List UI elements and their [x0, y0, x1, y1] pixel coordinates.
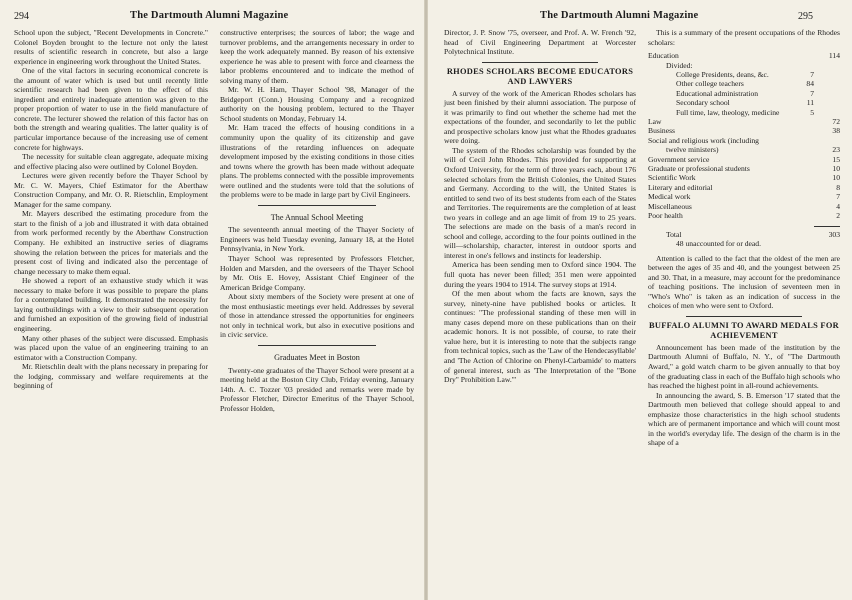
occupation-count: 15 [832, 154, 840, 164]
left-running-head: The Dartmouth Alumni Magazine [130, 10, 289, 21]
left-page-number: 294 [14, 11, 29, 22]
paragraph: About sixty members of the Society were present at one of the most enthusiastic meetings ever held. Addresses by several of those in attendance stressed the opportunities for engineers not only in technical work, but also in executive positions and in civic service. [220, 292, 414, 340]
paragraph: Mr. Mayers described the estimating procedure from the start to the finish of a job and illustrated it with data obtained from work performed recently by the Aberthaw Construction Company. He exhibited an instructive series of diagrams showing the relation between the prices for materials and the present cost of living and indicated also the percentage of change necessary to make them equal. [14, 209, 208, 276]
occupation-label: Full time, law, theology, medicine [676, 107, 780, 117]
occupation-count [814, 89, 840, 98]
section-divider [686, 316, 802, 317]
occupation-row [648, 98, 840, 107]
occupation-count: 7 [836, 192, 840, 202]
occupation-label: Poor health [648, 211, 683, 220]
left-page [0, 0, 424, 600]
occupation-row [648, 192, 840, 201]
paragraph: Lectures were given recently before the Thayer School by Mr. C. W. Mayers, Chief Estimator for the Aberthaw Construction Company, and Mr. O. R. Rietschlin, Employment Manager for the same company. [14, 171, 208, 209]
paragraph: School upon the subject, "Recent Developments in Concrete." Colonel Boyden brought to the lecture not only the latest results of scientific research in concrete, but also a large experience in engineering work throughout the United States. [14, 28, 208, 66]
occupation-count: 10 [832, 173, 840, 183]
occupation-subcount [794, 192, 814, 201]
paragraph: A survey of the work of the American Rhodes scholars has just been finished by their alumni association. The purpose of it was primarily to find out whether the scheme had met the expectations of the founder, and secondarily to let the public and prospective scholars know just what the Rhodes graduates were doing. [444, 88, 636, 146]
occupation-label: Business [648, 126, 676, 136]
total-label: Total [666, 229, 682, 239]
paragraph: Mr. Rietschlin dealt with the plans necessary in preparing for the lodging, commissary and welfare requirements at the beginning of [14, 362, 208, 391]
occupation-row [648, 79, 840, 88]
occupation-subcount [794, 211, 814, 220]
occupation-subcount: 5 [810, 107, 814, 117]
paragraph: One of the vital factors in securing economical concrete is the amount of water which is used but until recently little scientific research had been given to the effect of this ingredient and entirely inadequate attention was given to the proper proportion of water to use in the field manufacture of concrete. The lecturer showed the relation of this factor has on both the strength and wearing qualities. The latter quality is of particular importance because of the increasing use of cement concrete for highways. [14, 66, 208, 152]
occupation-count [814, 70, 840, 79]
occupation-label: Social and religious work (including [648, 135, 759, 145]
occupation-subcount: 84 [806, 79, 814, 89]
left-column-1 [14, 28, 208, 391]
left-column-2 [220, 28, 414, 413]
occupation-subcount [794, 164, 814, 173]
occupation-label: Educational administration [676, 88, 759, 98]
occupation-count: 2 [836, 211, 840, 220]
occupation-row [648, 173, 840, 182]
total-rule [814, 226, 840, 227]
occupation-row [648, 183, 840, 192]
paragraph: constructive enterprises; the sources of labor; the wage and turnover problems, and the arrangements necessary in order to keep the work adequately manned. By reason of his extensive experience he was able to present with force and clearness the labor problems encountered and to indicate the method of solving many of them. [220, 28, 414, 85]
occupation-label: Education [648, 51, 679, 61]
occupation-subcount: 7 [810, 88, 814, 98]
paragraph: America has been sending men to Oxford since 1904. The full quota has never been filled; 351 men were appointed during the years 1904 to 1914. The survey stops at 1914. [444, 260, 636, 289]
occupation-subcount [794, 183, 814, 192]
occupation-row [648, 164, 840, 173]
occupation-row [648, 136, 840, 145]
right-page [428, 0, 852, 600]
right-running-head: The Dartmouth Alumni Magazine [540, 10, 699, 21]
occupation-subcount [794, 155, 814, 164]
occupation-label: College Presidents, deans, &c. [676, 69, 769, 79]
occupation-subcount: 7 [810, 69, 814, 79]
annual-meeting-heading: The Annual School Meeting [270, 212, 364, 222]
occupation-row [648, 211, 840, 220]
unaccounted-note: 48 unaccounted for or dead. [676, 239, 761, 249]
occupation-count: 10 [832, 163, 840, 173]
occupation-label: Scientific Work [648, 173, 696, 183]
buffalo-heading: BUFFALO ALUMNI TO AWARD MEDALS FOR ACHIEVEMENT [648, 320, 840, 340]
paragraph: The system of the Rhodes scholarship was founded by the will of Cecil John Rhodes. This provided for supporting at Oxford University, for the term of three years each, about 176 selected scholars from the British Colonies, the United States and Germany. According to the will, the United States is entitled to send two of its best students from each of the States and Territories. The requirements are the completion of at least two years in college and an age limit of from 19 to 25 years. The selections are made on the basis of a man's record in school and college, according to the four points outlined in the will—scholarship, character, interest in outdoor sports and interest in one's fellows and instincts for leadership. [444, 145, 636, 260]
occupation-label: Miscellaneous [648, 201, 692, 211]
occupation-subcount [794, 61, 814, 70]
occupation-count [814, 79, 840, 88]
right-page-number: 295 [798, 11, 813, 22]
occupation-count [814, 98, 840, 107]
total-row [648, 230, 840, 239]
occupation-row [648, 117, 840, 126]
occupation-label: Government service [648, 154, 710, 164]
occupation-row [648, 70, 840, 79]
occupation-label: twelve ministers) [666, 145, 719, 155]
occupation-label: Law [648, 116, 662, 126]
occupation-count: 8 [836, 182, 840, 192]
occupation-row [648, 89, 840, 98]
total-row [648, 220, 840, 229]
paragraph: Announcement has been made of the institution by the Dartmouth Alumni of Buffalo, N. Y., of "The Dartmouth Award," a gold watch charm to be given annually to that boy of the graduating class in each of the Buffalo high schools who has reached the highest point in all-round achievements. [648, 342, 840, 391]
paragraph: Thayer School was represented by Professors Fletcher, Holden and Marsden, and the overseers of the Thayer School by Mr. Otis E. Hovey, Assistant Chief Engineer of the American Bridge Company. [220, 254, 414, 292]
paragraph: The necessity for suitable clean aggregate, adequate mixing and effective placing also were outlined by Colonel Boyden. [14, 152, 208, 171]
boston-meeting-heading: Graduates Meet in Boston [274, 352, 360, 362]
paragraph: Director, J. P. Snow '75, overseer, and Prof. A. W. French '92, head of Civil Engineering Department at Worcester Polytechnical Institute. [444, 28, 636, 57]
paragraph: Attention is called to the fact that the oldest of the men are between the ages of 35 and 40, and the youngest between 25 and 30. That, in a measure, may account for the predominance of teaching positions. The inclusion of seventeen men in "Who's Who" is taken as an indication of success in the choices of men who were sent to Oxford. [648, 253, 840, 311]
paragraph: Of the men about whom the facts are known, says the survey, ninety-nine have published books or articles. It continues: "The professional standing of these men will in many cases depend more on these publications than on their academic honors. It is not possible, of course, to rate their value here, but it is interesting to note that the subjects range from technical topics, such as the 'Law of the Hendecasyllable' and 'The Action of Chlorine on Phenyl-Carbamide' to matters of general interest, such as 'The Interpretation of the "Bone Dry" Prohibition Law.'" [444, 289, 636, 385]
occupation-label: Medical work [648, 192, 691, 202]
occupation-row [648, 108, 840, 117]
occupation-label: Literary and editorial [648, 182, 713, 192]
occupation-label: Other college teachers [676, 79, 744, 89]
occupation-count [814, 61, 840, 70]
occupation-subcount [794, 126, 814, 135]
occupation-subcount [794, 51, 814, 60]
right-column-2 [648, 28, 840, 448]
occupation-row [648, 155, 840, 164]
occupation-subcount [794, 202, 814, 211]
right-column-1 [444, 28, 636, 385]
paragraph: The seventeenth annual meeting of the Thayer Society of Engineers was held Tuesday evening, January 18, at the Hotel Pennsylvania, in New York. [220, 225, 414, 254]
section-divider [258, 345, 376, 346]
occupation-count [814, 108, 840, 117]
occupation-row [648, 202, 840, 211]
occupation-row [648, 145, 840, 154]
paragraph: Mr. W. H. Ham, Thayer School '98, Manager of the Bridgeport (Conn.) Housing Company and a recognized authority on the housing problem, lectured to the Thayer School students on Monday, February 14. [220, 85, 414, 123]
occupation-row [648, 61, 840, 70]
occupation-label: Divided: [666, 60, 693, 70]
occupation-count: 114 [828, 51, 840, 61]
occupation-count [814, 136, 840, 145]
occupation-subcount [794, 173, 814, 182]
occupation-subcount: 11 [806, 98, 814, 108]
occupation-row [648, 126, 840, 135]
section-divider [482, 62, 598, 63]
occupation-count: 23 [832, 145, 840, 155]
occupation-label: Graduate or professional students [648, 163, 750, 173]
occupation-row [648, 51, 840, 60]
occupation-count: 72 [832, 116, 840, 126]
paragraph: Mr. Ham traced the effects of housing conditions in a community upon the quality of its citizenship and gave illustrations of the retarding influences on adequate development imposed by the existing conditions in those cities and towns where the growth has been made without adequate plans. The problems connected with the possible improvements were outlined and the students were told that the solutions of the problems were to be made in large part by Civil Engineers. [220, 123, 414, 200]
section-divider [258, 205, 376, 206]
occupation-label: Secondary school [676, 98, 730, 108]
occupation-count: 4 [836, 201, 840, 211]
rhodes-heading: RHODES SCHOLARS BECOME EDUCATORS AND LAWYERS [446, 66, 634, 86]
paragraph: Twenty-one graduates of the Thayer School were present at a meeting held at the Boston City Club, Friday evening, January 14th. A. C. Tozzer '03 presided and remarks were made by Professor Fletcher, Director Emeritus of the Thayer School, Professor Holden, [220, 365, 414, 413]
occupation-subcount [794, 136, 814, 145]
paragraph: He showed a report of an exhaustive study which it was necessary to make before it was possible to prepare the plans for a contemplated building. It demonstrated the necessity for laying outbuildings with a view to their subsequent operation and furnished an exposition of the growing field of industrial engineering. [14, 276, 208, 333]
paragraph: Many other phases of the subject were discussed. Emphasis was placed upon the value of an engineering training to an estimator with a Construction Company. [14, 333, 208, 362]
occupation-subcount [794, 145, 814, 154]
unaccounted-row [648, 239, 840, 248]
total-value: 303 [828, 229, 840, 239]
occupation-count: 38 [832, 126, 840, 136]
paragraph: This is a summary of the present occupations of the Rhodes scholars: [648, 28, 840, 47]
occupations-table [648, 51, 840, 249]
paragraph: In announcing the award, S. B. Emerson '17 stated that the Dartmouth men believed that college should appeal to and emphasize those characteristics in the high school students which are of permanent importance and which will count most in the world's everyday life. The design of the charm is in the shape of a [648, 390, 840, 448]
occupation-subcount [794, 117, 814, 126]
